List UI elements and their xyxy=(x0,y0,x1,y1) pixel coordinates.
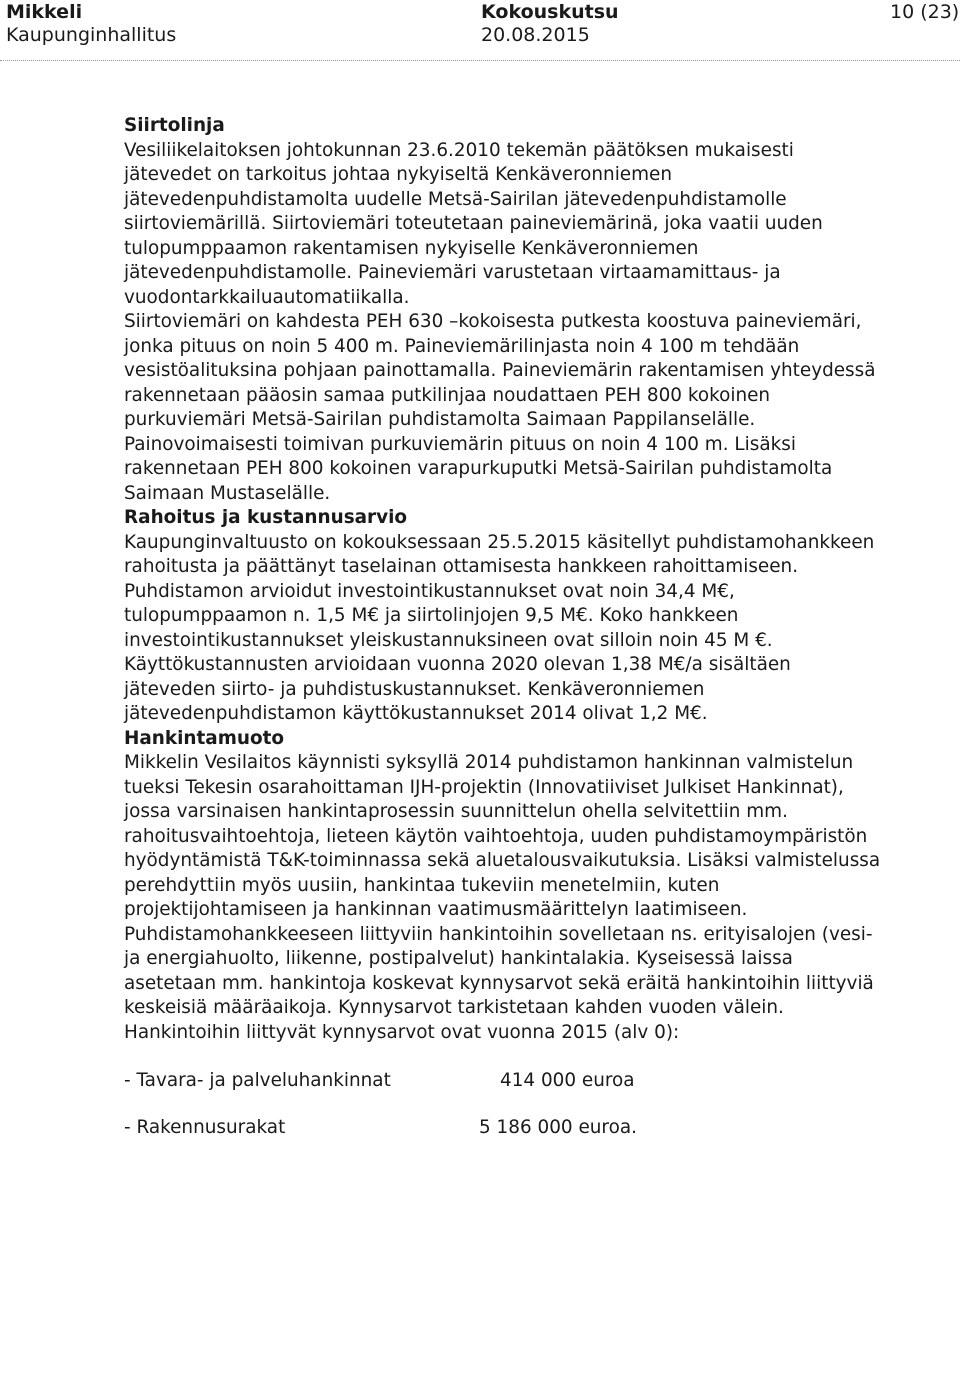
header-body: Kaupunginhallitus xyxy=(6,24,177,46)
document-body xyxy=(124,114,884,1140)
paragraph-siirtolinja-1: Vesiliikelaitoksen johtokunnan 23.6.2010 tekemän päätöksen mukaisesti jätevedet on tarkoitus johtaa nykyiseltä Kenkäveronniemen jätevedenpuhdistamolta uudelle Metsä-Sairilan jätevedenpuhdistamolle siirtoviemärillä. Siirtoviemäri toteutetaan paineviemärinä, joka vaatii uuden tulopumppaamon rakentamisen nykyiselle Kenkäveronniemen jätevedenpuhdistamolle. Paineviemäri varustetaan virtaamamittaus- ja vuodontarkkailuautomatiikalla. xyxy=(124,139,823,308)
paragraph-rahoitus-1: Kaupunginvaltuusto on kokouksessaan 25.5.2015 käsitellyt puhdistamohankkeen rahoitusta ja päättänyt taselainan ottamisesta hankkeen rahoittamiseen. xyxy=(124,531,875,577)
paragraph-hankintamuoto-1: Mikkelin Vesilaitos käynnisti syksyllä 2014 puhdistamon hankinnan valmistelun tueksi Tekesin osarahoittaman IJH-projektin (Innovatiiviset Julkiset Hankinnat), jossa varsinaisen hankintaprosessin suunnittelun ohella selvitettiin mm. rahoitusvaihtoehtoja, lieteen käytön vaihtoehtoja, uuden puhdistamoympäristön hyödyntämistä T&K-toiminnassa sekä aluetalousvaikutuksia. Lisäksi valmistelussa perehdyttiin myös uusiin, hankintaa tukeviin menetelmiin, kuten projektijohtamiseen ja hankinnan vaatimusmäärittelyn laatimiseen. xyxy=(124,752,881,920)
header-divider xyxy=(0,60,960,61)
header-organization: Mikkeli xyxy=(6,1,83,23)
threshold-row-goods xyxy=(124,1069,884,1094)
header-doc-type: Kokouskutsu xyxy=(481,1,619,23)
section-heading-rahoitus: Rahoitus ja kustannusarvio xyxy=(124,507,408,528)
header-page-number: 10 (23) xyxy=(890,1,960,23)
threshold-value: 414 000 euroa xyxy=(500,1070,635,1091)
threshold-value: 5 186 000 euroa. xyxy=(479,1116,637,1138)
paragraph-hankintamuoto-2: Puhdistamohankkeeseen liittyviin hankintoihin sovelletaan ns. erityisalojen (vesi- ja energiahuolto, liikenne, postipalvelut) hankintalakia. Kyseisessä laissa asetetaan mm. hankintoja koskevat kynnysarvot sekä eräitä hankintoihin liittyviä keskeisiä määräaikoja. Kynnysarvot tarkistetaan kahden vuoden välein. xyxy=(124,923,874,1018)
header-date: 20.08.2015 xyxy=(481,24,590,46)
paragraph-siirtolinja-2: Siirtoviemäri on kahdesta PEH 630 –kokoisesta putkesta koostuva paineviemäri, jonka pituus on noin 5 400 m. Paineviemärilinjasta noin 4 100 m tehdään vesistöalituksina pohjaan painottamalla. Paineviemärin rakentamisen yhteydessä rakennetaan pääosin samaa putkilinjaa noudattaen PEH 800 kokoinen purkuviemäri Metsä-Sairilan puhdistamolta Saimaan Pappilanselälle. Painovoimaisesti toimivan purkuviemärin pituus on noin 4 100 m. Lisäksi rakennetaan PEH 800 kokoinen varapurkuputki Metsä-Sairilan puhdistamolta Saimaan Mustaselälle. xyxy=(124,311,876,504)
paragraph-rahoitus-2: Puhdistamon arvioidut investointikustannukset ovat noin 34,4 M€, tulopumppaamon n. 1,5 M€ ja siirtolinjojen 9,5 M€. Koko hankkeen investointikustannukset yleiskustannuksineen ovat silloin noin 45 M €. Käyttökustannusten arvioidaan vuonna 2020 olevan 1,38 M€/a sisältäen jäteveden siirto- ja puhdistuskustannukset. Kenkäveronniemen jätevedenpuhdistamon käyttökustannukset 2014 olivat 1,2 M€. xyxy=(124,580,791,724)
section-heading-hankintamuoto: Hankintamuoto xyxy=(124,727,285,749)
threshold-label: - Tavara- ja palveluhankinnat xyxy=(124,1070,391,1091)
paragraph-hankintamuoto-3: Hankintoihin liittyvät kynnysarvot ovat vuonna 2015 (alv 0): xyxy=(124,1021,680,1043)
section-heading-siirtolinja: Siirtolinja xyxy=(124,115,225,136)
threshold-row-construction xyxy=(124,1116,884,1141)
threshold-label: - Rakennusurakat xyxy=(124,1116,286,1138)
